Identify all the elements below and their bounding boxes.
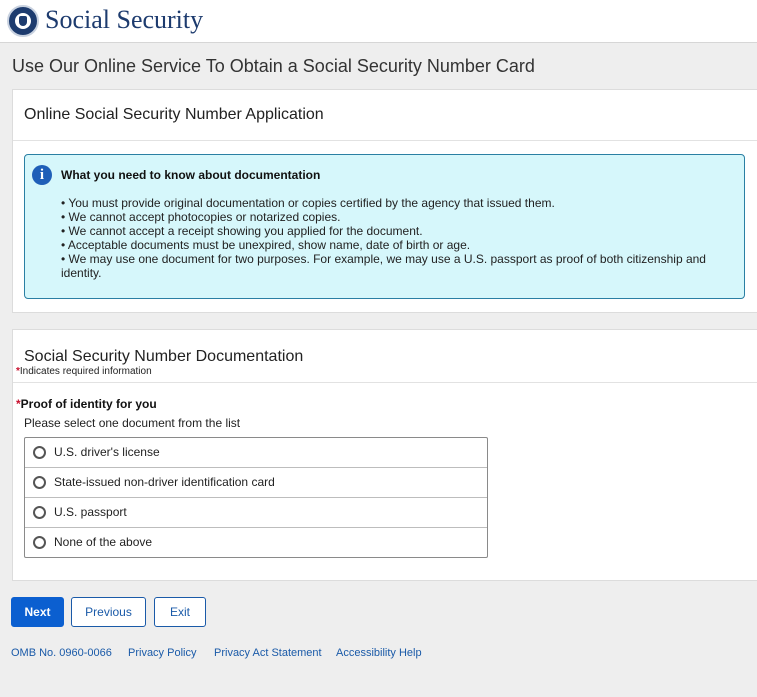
question-label-text: Proof of identity for you — [20, 397, 157, 411]
previous-button[interactable]: Previous — [71, 597, 146, 627]
info-item: • Acceptable documents must be unexpired, show name, date of birth or age. — [61, 238, 471, 252]
application-card — [12, 89, 757, 313]
required-note-text: Indicates required information — [19, 366, 152, 377]
omb-link[interactable]: OMB No. 0960-0066 — [11, 647, 112, 659]
next-button[interactable]: Next — [11, 597, 64, 627]
info-list — [61, 196, 731, 280]
question-label — [16, 397, 157, 411]
info-heading: What you need to know about documentation — [61, 168, 321, 182]
accessibility-help-link[interactable]: Accessibility Help — [336, 647, 422, 659]
radio-button[interactable] — [33, 536, 46, 549]
question-hint: Please select one document from the list — [24, 416, 241, 430]
required-star: * — [16, 366, 20, 377]
brand-name[interactable]: Social Security — [45, 5, 204, 34]
divider — [13, 382, 757, 383]
option-label: U.S. passport — [54, 505, 127, 519]
info-item: • We may use one document for two purposes. For example, we may use a U.S. passport as proof of both citizenship and identity. — [61, 252, 706, 280]
option-label: State-issued non-driver identification card — [54, 475, 275, 489]
option-state-id[interactable] — [25, 468, 487, 498]
privacy-policy-link[interactable]: Privacy Policy — [128, 647, 197, 659]
site-header — [0, 0, 757, 43]
radio-button[interactable] — [33, 476, 46, 489]
divider — [13, 140, 757, 141]
option-passport[interactable] — [25, 498, 487, 528]
page-title: Use Our Online Service To Obtain a Social Security Number Card — [12, 56, 535, 76]
required-star: * — [16, 397, 21, 411]
option-none[interactable] — [25, 528, 487, 558]
ssa-seal-icon[interactable] — [7, 5, 39, 37]
info-item: • We cannot accept a receipt showing you applied for the document. — [61, 224, 423, 238]
radio-button[interactable] — [33, 506, 46, 519]
documentation-info-box — [24, 154, 745, 299]
privacy-act-link[interactable]: Privacy Act Statement — [214, 647, 322, 659]
info-icon: i — [32, 165, 52, 185]
identity-options-group — [24, 437, 488, 558]
info-item: • You must provide original documentation or copies certified by the agency that issued them. — [61, 196, 555, 210]
info-item: • We cannot accept photocopies or notarized copies. — [61, 210, 341, 224]
documentation-title: Social Security Number Documentation — [24, 348, 304, 365]
exit-button[interactable]: Exit — [154, 597, 206, 627]
eagle-icon — [19, 16, 27, 26]
option-label: None of the above — [54, 535, 153, 549]
option-label: U.S. driver's license — [54, 445, 160, 459]
documentation-card — [12, 329, 757, 581]
radio-button[interactable] — [33, 446, 46, 459]
application-title: Online Social Security Number Application — [24, 106, 324, 123]
required-note — [16, 366, 152, 377]
option-drivers-license[interactable] — [25, 438, 487, 468]
